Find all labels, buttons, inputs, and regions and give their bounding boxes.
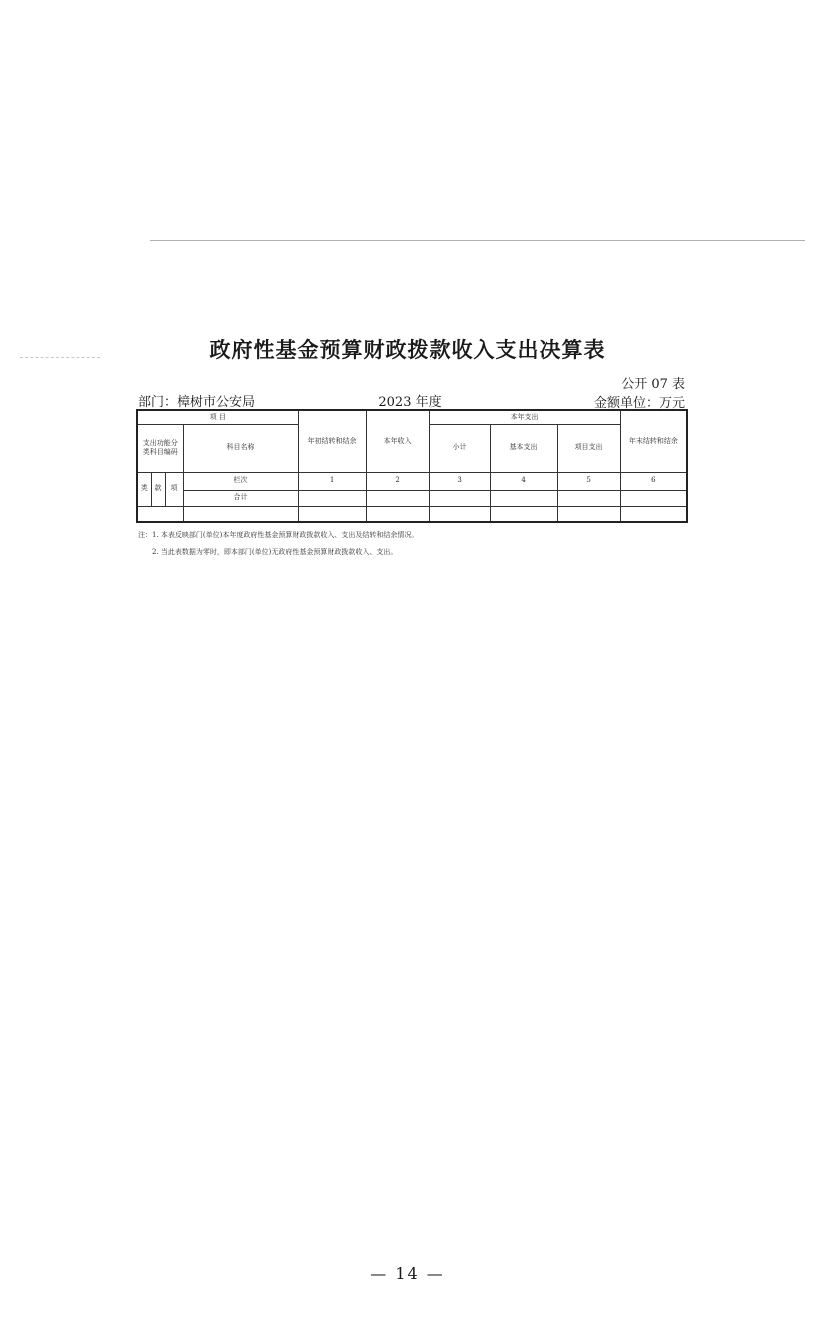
form-number: 公开 07 表	[621, 377, 685, 392]
empty-cell	[557, 506, 620, 522]
empty-cell	[183, 506, 298, 522]
total-cell	[366, 490, 429, 506]
empty-cell	[620, 506, 687, 522]
current-expense-header: 本年支出	[429, 410, 620, 424]
total-cell	[429, 490, 490, 506]
subtotal-header: 小计	[429, 424, 490, 472]
note-line: 注：1. 本表反映部门(单位)本年度政府性基金预算财政拨款收入、支出及结转和结余情况。	[138, 531, 419, 539]
department-label: 部门：樟树市公安局	[138, 395, 256, 410]
scan-edge-line	[150, 240, 805, 241]
row-index-cell: 2	[366, 472, 429, 490]
empty-cell	[490, 506, 557, 522]
empty-cell	[429, 506, 490, 522]
code-lei: 类	[137, 472, 151, 506]
total-cell	[298, 490, 366, 506]
row-index-cell: 4	[490, 472, 557, 490]
project-expense-header: 项目支出	[557, 424, 620, 472]
budget-table	[136, 409, 688, 523]
subject-name-header: 科目名称	[183, 424, 298, 472]
page-number: — 14 —	[370, 1264, 445, 1283]
code-kuan: 款	[151, 472, 165, 506]
current-income-header: 本年收入	[366, 410, 429, 472]
closing-balance-header: 年末结转和结余	[620, 410, 687, 472]
empty-cell	[137, 506, 183, 522]
note-line: 2. 当此表数据为零时，即本部门(单位)无政府性基金预算财政拨款收入、支出。	[152, 548, 398, 556]
total-cell	[620, 490, 687, 506]
row-index-cell: 5	[557, 472, 620, 490]
empty-cell	[366, 506, 429, 522]
code-xiang: 项	[165, 472, 183, 506]
fiscal-year: 2023 年度	[378, 395, 442, 410]
empty-cell	[298, 506, 366, 522]
table-notes	[138, 527, 698, 561]
project-header: 项 目	[137, 410, 298, 424]
row-index-cell: 3	[429, 472, 490, 490]
total-cell	[490, 490, 557, 506]
basic-expense-header: 基本支出	[490, 424, 557, 472]
row-index-cell: 1	[298, 472, 366, 490]
row-index-cell: 6	[620, 472, 687, 490]
total-label: 合计	[183, 490, 298, 506]
total-cell	[557, 490, 620, 506]
document-title: 政府性基金预算财政拨款收入支出决算表	[209, 337, 606, 362]
function-code-header: 支出功能分类科目编码	[137, 424, 183, 472]
row-index-label: 栏次	[183, 472, 298, 490]
amount-unit: 金额单位：万元	[593, 396, 685, 411]
opening-balance-header: 年初结转和结余	[298, 410, 366, 472]
